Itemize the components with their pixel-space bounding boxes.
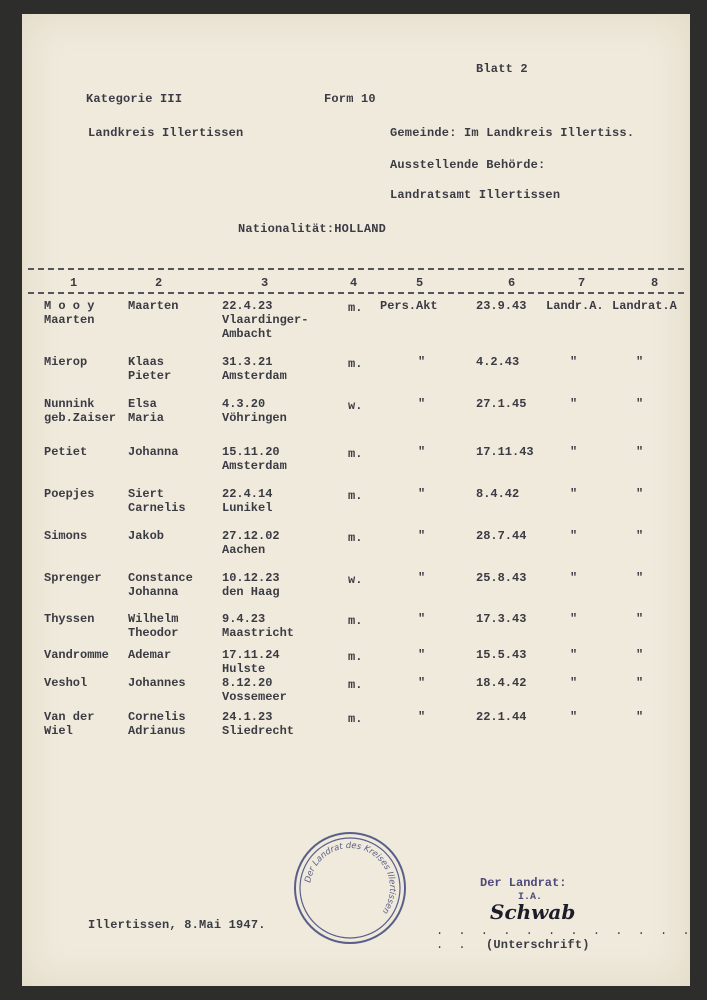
- gemeinde: Gemeinde: Im Landkreis Illertiss.: [390, 126, 635, 140]
- col5-value: ": [418, 612, 426, 626]
- birth-place: Vossemeer: [222, 690, 287, 704]
- sex: m.: [348, 650, 363, 664]
- birth-place: Amsterdam: [222, 369, 287, 383]
- surname: Mierop: [44, 355, 88, 369]
- col5-value: ": [418, 571, 426, 585]
- sex: m.: [348, 447, 363, 461]
- given-name-line2: Maria: [128, 411, 165, 425]
- col-6: 6: [508, 276, 516, 290]
- col-5: 5: [416, 276, 424, 290]
- behoerde: Landratsamt Illertissen: [390, 188, 561, 202]
- col7-value: ": [570, 571, 578, 585]
- birth-date: 22.4.23: [222, 299, 273, 313]
- birth-date: 31.3.21: [222, 355, 273, 369]
- sex: w.: [348, 573, 363, 587]
- surname: Nunnink: [44, 397, 95, 411]
- col8-value: ": [636, 397, 644, 411]
- col7-value: ": [570, 355, 578, 369]
- col6-date: 17.11.43: [476, 445, 534, 459]
- col8-value: ": [636, 355, 644, 369]
- col6-date: 22.1.44: [476, 710, 527, 724]
- given-name-line2: Carnelis: [128, 501, 186, 515]
- col6-date: 4.2.43: [476, 355, 520, 369]
- birth-place: Vlaardinger-: [222, 313, 309, 327]
- surname: Sprenger: [44, 571, 102, 585]
- col7-value: ": [570, 676, 578, 690]
- birth-place: den Haag: [222, 585, 280, 599]
- col7-value: ": [570, 710, 578, 724]
- col7-value: ": [570, 487, 578, 501]
- col6-date: 25.8.43: [476, 571, 527, 585]
- surname: Veshol: [44, 676, 88, 690]
- col5-value: ": [418, 710, 426, 724]
- signer-title: Der Landrat:: [480, 876, 567, 890]
- birth-place: Sliedrecht: [222, 724, 295, 738]
- signer-ia: I.A.: [518, 892, 543, 903]
- svg-text:Der Landrat des Kreises Illert: Der Landrat des Kreises Illertissen: [303, 840, 398, 916]
- col5-value: ": [418, 445, 426, 459]
- col8-value: Landrat.A: [612, 299, 677, 313]
- col6-date: 23.9.43: [476, 299, 527, 313]
- form-number: Form 10: [324, 92, 376, 106]
- col5-value: ": [418, 676, 426, 690]
- col5-value: ": [418, 487, 426, 501]
- given-name: Cornelis: [128, 710, 186, 724]
- given-name: Maarten: [128, 299, 179, 313]
- col6-date: 18.4.42: [476, 676, 527, 690]
- surname: Van der: [44, 710, 95, 724]
- col7-value: ": [570, 612, 578, 626]
- col-3: 3: [261, 276, 269, 290]
- col5-value: ": [418, 397, 426, 411]
- surname-line2: Maarten: [44, 313, 95, 327]
- given-name: Constance: [128, 571, 193, 585]
- given-name: Johannes: [128, 676, 186, 690]
- sex: m.: [348, 678, 363, 692]
- surname-line2: Wiel: [44, 724, 73, 738]
- birth-place: Hulste: [222, 662, 266, 676]
- birth-date: 4.3.20: [222, 397, 266, 411]
- surname: Simons: [44, 529, 88, 543]
- col-7: 7: [578, 276, 586, 290]
- signature-label: (Unterschrift): [486, 938, 590, 952]
- given-name: Johanna: [128, 445, 179, 459]
- sex: m.: [348, 614, 363, 628]
- table-rule-header: [28, 292, 684, 294]
- col6-date: 17.3.43: [476, 612, 527, 626]
- kategorie: Kategorie III: [86, 92, 183, 106]
- col-8: 8: [651, 276, 659, 290]
- landkreis: Landkreis Illertissen: [88, 126, 244, 140]
- col5-value: ": [418, 355, 426, 369]
- col8-value: ": [636, 445, 644, 459]
- birth-place: Aachen: [222, 543, 266, 557]
- birth-date: 10.12.23: [222, 571, 280, 585]
- surname: M o o y: [44, 299, 95, 313]
- col8-value: ": [636, 487, 644, 501]
- given-name: Klaas: [128, 355, 165, 369]
- birth-place: Maastricht: [222, 626, 295, 640]
- col-1: 1: [70, 276, 78, 290]
- birth-date: 15.11.20: [222, 445, 280, 459]
- sheet-number: Blatt 2: [476, 62, 528, 76]
- given-name-line2: Johanna: [128, 585, 179, 599]
- sex: m.: [348, 301, 363, 315]
- col8-value: ": [636, 571, 644, 585]
- sex: m.: [348, 531, 363, 545]
- sex: m.: [348, 712, 363, 726]
- given-name: Elsa: [128, 397, 157, 411]
- col5-value: ": [418, 529, 426, 543]
- col8-value: ": [636, 612, 644, 626]
- col7-value: Landr.A.: [546, 299, 604, 313]
- birth-date: 22.4.14: [222, 487, 273, 501]
- col8-value: ": [636, 710, 644, 724]
- birth-place-line2: Ambacht: [222, 327, 273, 341]
- col-2: 2: [155, 276, 163, 290]
- col7-value: ": [570, 648, 578, 662]
- surname: Poepjes: [44, 487, 95, 501]
- col7-value: ": [570, 397, 578, 411]
- birth-date: 9.4.23: [222, 612, 266, 626]
- surname: Vandromme: [44, 648, 109, 662]
- col8-value: ": [636, 529, 644, 543]
- given-name-line2: Adrianus: [128, 724, 186, 738]
- given-name: Ademar: [128, 648, 172, 662]
- surname: Thyssen: [44, 612, 95, 626]
- birth-date: 8.12.20: [222, 676, 273, 690]
- signature-line: . . . . . . . . . . . . . .: [436, 924, 694, 952]
- col6-date: 8.4.42: [476, 487, 520, 501]
- col5-value: Pers.Akt: [380, 299, 438, 313]
- birth-date: 27.12.02: [222, 529, 280, 543]
- place-date: Illertissen, 8.Mai 1947.: [88, 918, 266, 932]
- col7-value: ": [570, 529, 578, 543]
- signature: Schwab: [490, 900, 576, 924]
- birth-place: Amsterdam: [222, 459, 287, 473]
- col-4: 4: [350, 276, 358, 290]
- given-name: Jakob: [128, 529, 165, 543]
- col5-value: ": [418, 648, 426, 662]
- official-seal: [294, 832, 406, 944]
- given-name: Wilhelm: [128, 612, 179, 626]
- given-name-line2: Theodor: [128, 626, 179, 640]
- given-name-line2: Pieter: [128, 369, 172, 383]
- col6-date: 15.5.43: [476, 648, 527, 662]
- col7-value: ": [570, 445, 578, 459]
- nationalitaet: Nationalität:HOLLAND: [238, 222, 387, 236]
- sex: m.: [348, 489, 363, 503]
- behoerde-label: Ausstellende Behörde:: [390, 158, 546, 172]
- sex: m.: [348, 357, 363, 371]
- col8-value: ": [636, 648, 644, 662]
- birth-place: Lunikel: [222, 501, 273, 515]
- birth-date: 24.1.23: [222, 710, 273, 724]
- table-rule-top: [28, 268, 684, 270]
- given-name: Siert: [128, 487, 165, 501]
- birth-date: 17.11.24: [222, 648, 280, 662]
- birth-place: Vöhringen: [222, 411, 287, 425]
- sex: w.: [348, 399, 363, 413]
- surname: Petiet: [44, 445, 88, 459]
- seal-graphic: [296, 834, 404, 942]
- col6-date: 28.7.44: [476, 529, 527, 543]
- surname-line2: geb.Zaiser: [44, 411, 117, 425]
- col8-value: ": [636, 676, 644, 690]
- col6-date: 27.1.45: [476, 397, 527, 411]
